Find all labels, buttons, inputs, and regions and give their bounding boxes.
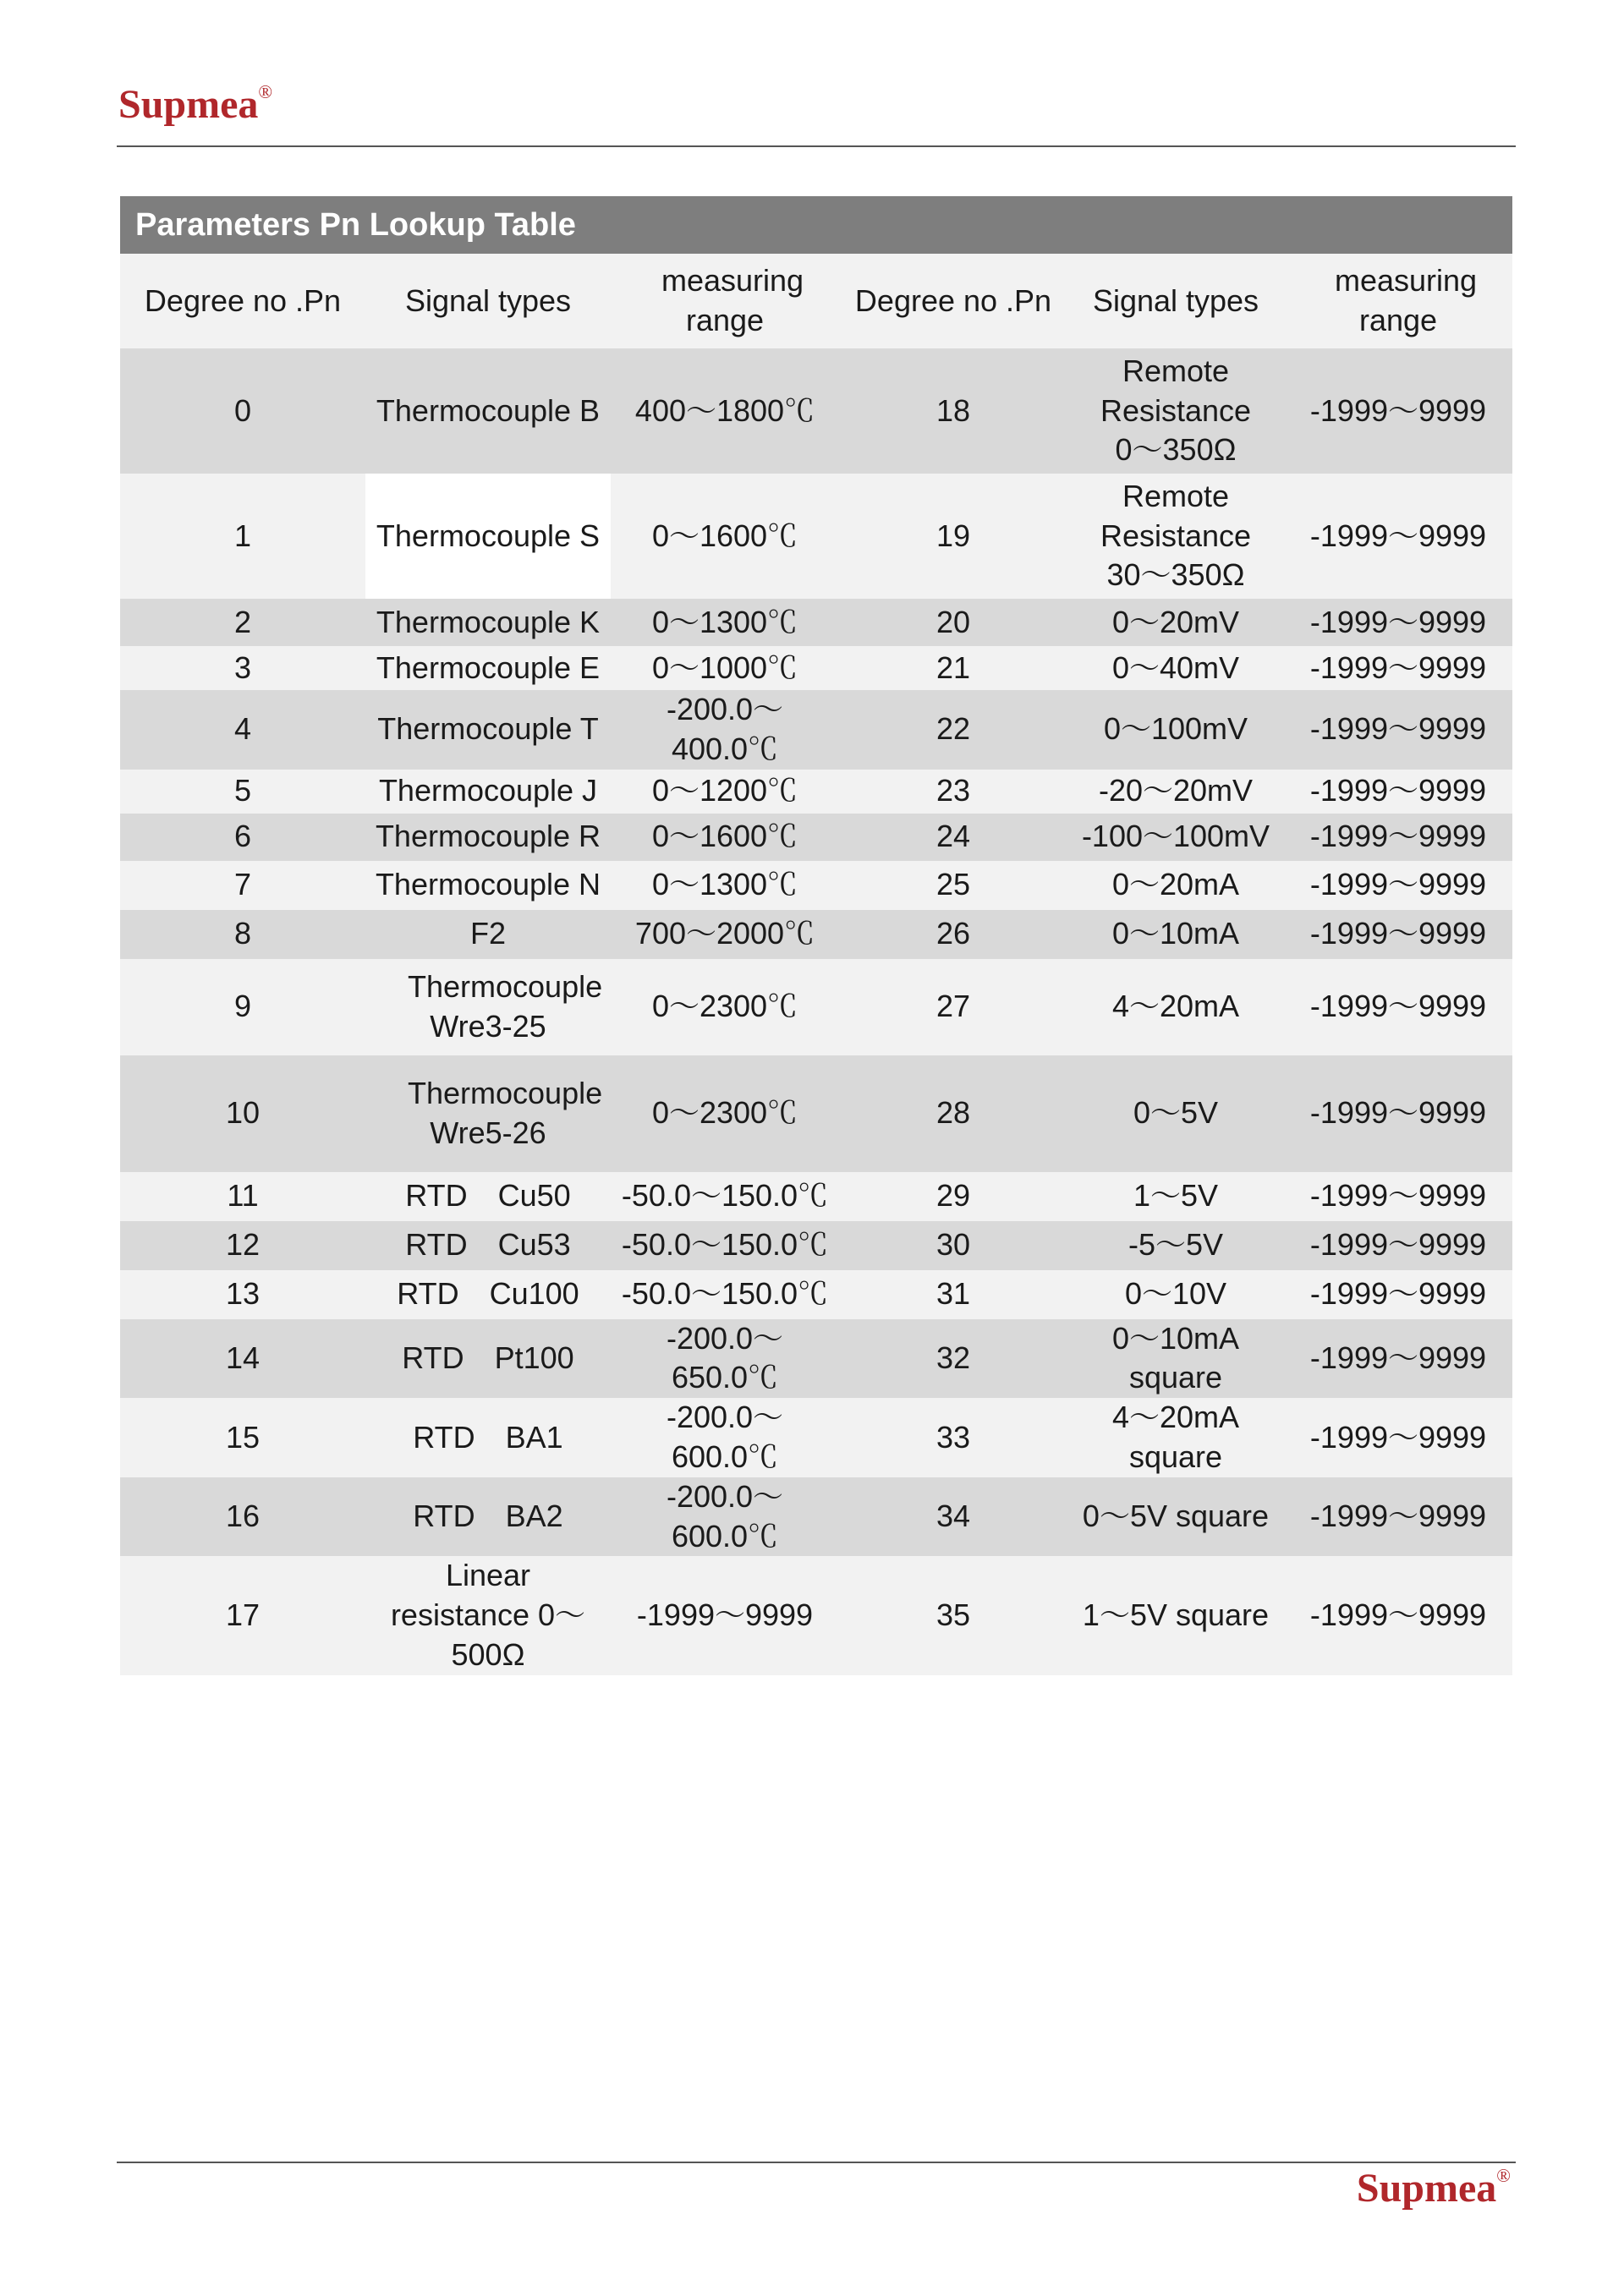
measuring-range-cell: -1999～9999 bbox=[1284, 959, 1512, 1055]
signal-type-cell: -5～5V bbox=[1067, 1221, 1284, 1270]
signal-type-cell: Remote Resistance 30～350Ω bbox=[1067, 474, 1284, 599]
signal-type-cell: 0～20mV bbox=[1067, 599, 1284, 646]
degree-no-cell: 21 bbox=[839, 646, 1067, 690]
measuring-range-cell: 700～2000℃ bbox=[611, 910, 839, 959]
table-row bbox=[120, 1556, 1512, 1674]
table-row bbox=[120, 1055, 1512, 1172]
signal-type-cell: Thermocouple B bbox=[365, 348, 611, 474]
signal-type-cell: 0～5V bbox=[1067, 1055, 1284, 1172]
header-degree-no: Degree no .Pn bbox=[839, 254, 1067, 348]
signal-type-cell: Remote Resistance 0～350Ω bbox=[1067, 348, 1284, 474]
header-signal-types: Signal types bbox=[365, 254, 611, 348]
degree-no-cell: 7 bbox=[120, 861, 365, 910]
table-header-row bbox=[120, 254, 1512, 348]
degree-no-cell: 1 bbox=[120, 474, 365, 599]
signal-type-cell: Thermocouple T bbox=[365, 690, 611, 770]
measuring-range-cell: 0～2300℃ bbox=[611, 959, 839, 1055]
degree-no-cell: 29 bbox=[839, 1172, 1067, 1221]
table-row bbox=[120, 1270, 1512, 1319]
measuring-range-cell: 0～1600℃ bbox=[611, 474, 839, 599]
signal-type-cell: 0～10V bbox=[1067, 1270, 1284, 1319]
signal-type-cell: Linear resistance 0～500Ω bbox=[365, 1556, 611, 1674]
measuring-range-cell: -200.0～600.0℃ bbox=[611, 1398, 839, 1477]
signal-type-cell: 0～100mV bbox=[1067, 690, 1284, 770]
signal-type-cell: Thermocouple Wre3-25 bbox=[365, 959, 611, 1055]
measuring-range-cell: -1999～9999 bbox=[1284, 814, 1512, 861]
registered-mark: ® bbox=[258, 81, 273, 102]
degree-no-cell: 8 bbox=[120, 910, 365, 959]
degree-no-cell: 31 bbox=[839, 1270, 1067, 1319]
measuring-range-cell: -1999～9999 bbox=[1284, 1221, 1512, 1270]
signal-type-cell: 1～5V bbox=[1067, 1172, 1284, 1221]
measuring-range-cell: 400～1800℃ bbox=[611, 348, 839, 474]
degree-no-cell: 20 bbox=[839, 599, 1067, 646]
measuring-range-cell: 0～1300℃ bbox=[611, 599, 839, 646]
measuring-range-cell: -1999～9999 bbox=[1284, 1055, 1512, 1172]
table-row bbox=[120, 599, 1512, 646]
measuring-range-cell: 0～1200℃ bbox=[611, 770, 839, 814]
measuring-range-cell: 0～1000℃ bbox=[611, 646, 839, 690]
degree-no-cell: 2 bbox=[120, 599, 365, 646]
degree-no-cell: 16 bbox=[120, 1477, 365, 1557]
brand-name: Supmea bbox=[118, 82, 259, 127]
measuring-range-cell: -50.0～150.0℃ bbox=[611, 1221, 839, 1270]
degree-no-cell: 10 bbox=[120, 1055, 365, 1172]
measuring-range-cell: -1999～9999 bbox=[1284, 1319, 1512, 1399]
measuring-range-cell: -50.0～150.0℃ bbox=[611, 1270, 839, 1319]
signal-type-cell: 0～10mA bbox=[1067, 910, 1284, 959]
measuring-range-cell: -1999～9999 bbox=[1284, 910, 1512, 959]
signal-type-cell: RTD Pt100 bbox=[365, 1319, 611, 1399]
signal-type-cell: RTD BA1 bbox=[365, 1398, 611, 1477]
degree-no-cell: 17 bbox=[120, 1556, 365, 1674]
header-measuring-range: measuring range bbox=[1284, 254, 1512, 348]
signal-type-cell: Thermocouple E bbox=[365, 646, 611, 690]
signal-type-cell: 4～20mA square bbox=[1067, 1398, 1284, 1477]
signal-type-cell: 1～5V square bbox=[1067, 1556, 1284, 1674]
header-signal-types: Signal types bbox=[1067, 254, 1284, 348]
table-row bbox=[120, 910, 1512, 959]
table-row bbox=[120, 690, 1512, 770]
signal-type-cell: RTD Cu50 bbox=[365, 1172, 611, 1221]
degree-no-cell: 23 bbox=[839, 770, 1067, 814]
measuring-range-cell: -1999～9999 bbox=[1284, 770, 1512, 814]
table-title: Parameters Pn Lookup Table bbox=[120, 196, 1512, 254]
degree-no-cell: 12 bbox=[120, 1221, 365, 1270]
table-row bbox=[120, 1319, 1512, 1399]
measuring-range-cell: -200.0～650.0℃ bbox=[611, 1319, 839, 1399]
measuring-range-cell: -200.0～600.0℃ bbox=[611, 1477, 839, 1557]
degree-no-cell: 28 bbox=[839, 1055, 1067, 1172]
signal-type-cell: RTD Cu53 bbox=[365, 1221, 611, 1270]
degree-no-cell: 0 bbox=[120, 348, 365, 474]
measuring-range-cell: -1999～9999 bbox=[1284, 861, 1512, 910]
measuring-range-cell: 0～1600℃ bbox=[611, 814, 839, 861]
degree-no-cell: 33 bbox=[839, 1398, 1067, 1477]
degree-no-cell: 34 bbox=[839, 1477, 1067, 1557]
degree-no-cell: 22 bbox=[839, 690, 1067, 770]
degree-no-cell: 24 bbox=[839, 814, 1067, 861]
signal-type-cell: Thermocouple S bbox=[365, 474, 611, 599]
table-row bbox=[120, 1172, 1512, 1221]
lookup-table-section bbox=[120, 196, 1512, 1675]
degree-no-cell: 11 bbox=[120, 1172, 365, 1221]
measuring-range-cell: -1999～9999 bbox=[1284, 1270, 1512, 1319]
signal-type-cell: Thermocouple J bbox=[365, 770, 611, 814]
table-row bbox=[120, 1221, 1512, 1270]
measuring-range-cell: -1999～9999 bbox=[1284, 1398, 1512, 1477]
degree-no-cell: 32 bbox=[839, 1319, 1067, 1399]
measuring-range-cell: -200.0～400.0℃ bbox=[611, 690, 839, 770]
degree-no-cell: 5 bbox=[120, 770, 365, 814]
degree-no-cell: 30 bbox=[839, 1221, 1067, 1270]
table-row bbox=[120, 770, 1512, 814]
registered-mark: ® bbox=[1496, 2165, 1511, 2186]
signal-type-cell: -20～20mV bbox=[1067, 770, 1284, 814]
signal-type-cell: RTD BA2 bbox=[365, 1477, 611, 1557]
degree-no-cell: 18 bbox=[839, 348, 1067, 474]
table-row bbox=[120, 959, 1512, 1055]
degree-no-cell: 3 bbox=[120, 646, 365, 690]
measuring-range-cell: -1999～9999 bbox=[1284, 599, 1512, 646]
brand-logo-bottom bbox=[1357, 2165, 1511, 2211]
degree-no-cell: 4 bbox=[120, 690, 365, 770]
measuring-range-cell: 0～1300℃ bbox=[611, 861, 839, 910]
header-measuring-range: measuring range bbox=[611, 254, 839, 348]
measuring-range-cell: -1999～9999 bbox=[1284, 1172, 1512, 1221]
signal-type-cell: Thermocouple R bbox=[365, 814, 611, 861]
degree-no-cell: 13 bbox=[120, 1270, 365, 1319]
signal-type-cell: 0～40mV bbox=[1067, 646, 1284, 690]
footer-divider bbox=[117, 2162, 1516, 2163]
parameters-table bbox=[120, 254, 1512, 1675]
table-row bbox=[120, 348, 1512, 474]
signal-type-cell: 4～20mA bbox=[1067, 959, 1284, 1055]
signal-type-cell: RTD Cu100 bbox=[365, 1270, 611, 1319]
table-row bbox=[120, 814, 1512, 861]
measuring-range-cell: -50.0～150.0℃ bbox=[611, 1172, 839, 1221]
degree-no-cell: 26 bbox=[839, 910, 1067, 959]
signal-type-cell: Thermocouple Wre5-26 bbox=[365, 1055, 611, 1172]
signal-type-cell: F2 bbox=[365, 910, 611, 959]
brand-name: Supmea bbox=[1356, 2166, 1497, 2211]
signal-type-cell: 0～10mA square bbox=[1067, 1319, 1284, 1399]
header-divider bbox=[117, 145, 1516, 147]
measuring-range-cell: 0～2300℃ bbox=[611, 1055, 839, 1172]
degree-no-cell: 19 bbox=[839, 474, 1067, 599]
measuring-range-cell: -1999～9999 bbox=[1284, 1556, 1512, 1674]
signal-type-cell: 0～20mA bbox=[1067, 861, 1284, 910]
degree-no-cell: 9 bbox=[120, 959, 365, 1055]
measuring-range-cell: -1999～9999 bbox=[1284, 1477, 1512, 1557]
degree-no-cell: 27 bbox=[839, 959, 1067, 1055]
degree-no-cell: 14 bbox=[120, 1319, 365, 1399]
degree-no-cell: 15 bbox=[120, 1398, 365, 1477]
signal-type-cell: 0～5V square bbox=[1067, 1477, 1284, 1557]
measuring-range-cell: -1999～9999 bbox=[1284, 348, 1512, 474]
table-row bbox=[120, 1477, 1512, 1557]
degree-no-cell: 6 bbox=[120, 814, 365, 861]
signal-type-cell: Thermocouple K bbox=[365, 599, 611, 646]
table-row bbox=[120, 861, 1512, 910]
brand-logo-top bbox=[118, 81, 272, 128]
header-degree-no: Degree no .Pn bbox=[120, 254, 365, 348]
signal-type-cell: Thermocouple N bbox=[365, 861, 611, 910]
table-row bbox=[120, 474, 1512, 599]
degree-no-cell: 25 bbox=[839, 861, 1067, 910]
measuring-range-cell: -1999～9999 bbox=[1284, 690, 1512, 770]
table-row bbox=[120, 646, 1512, 690]
measuring-range-cell: -1999～9999 bbox=[1284, 474, 1512, 599]
signal-type-cell: -100～100mV bbox=[1067, 814, 1284, 861]
measuring-range-cell: -1999～9999 bbox=[611, 1556, 839, 1674]
measuring-range-cell: -1999～9999 bbox=[1284, 646, 1512, 690]
degree-no-cell: 35 bbox=[839, 1556, 1067, 1674]
table-row bbox=[120, 1398, 1512, 1477]
